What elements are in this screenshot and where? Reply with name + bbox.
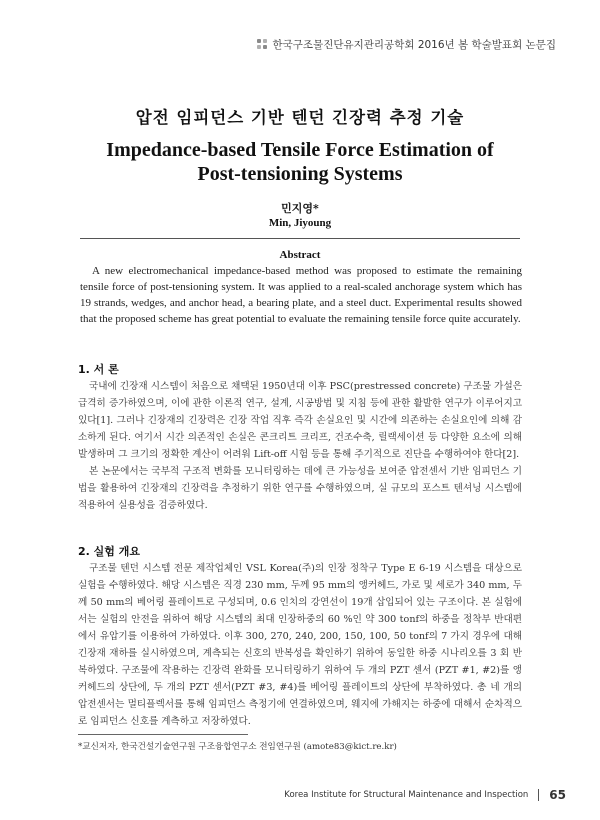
section-body-intro <box>78 378 522 514</box>
section-body-experiment <box>78 560 522 730</box>
footer-separator <box>538 789 539 801</box>
footnote-divider <box>78 734 248 735</box>
title-english <box>0 138 600 186</box>
intro-paragraph-1: 국내에 긴장재 시스템이 처음으로 채택된 1950년대 이후 PSC(prestressed concrete) 구조물 가설은 급격히 증가하였으며, 이에 관한 이론적 연구, 설계, 시공방법 및 지침 등에 관한 활발한 연구가 이루어지고 있다[1]. 그러나 긴장재의 긴장력은 긴장 작업 직후 즉각 손실요인 및 시간에 의존하는 손실요인에 의해 감소하게 된다. 여기서 시간 의존적인 손실은 콘크리트 크리프, 건조수축, 릴랙세이션 등 다양한 요소에 의해 발생하며 그 크기의 정확한 계산이 어려워 Lift-off 시험 등을 통해 주기적으로 진단을 수행하여야 한다[2]. <box>78 381 522 460</box>
section-heading-intro: 1. 서 론 <box>78 363 119 376</box>
abstract-text: A new electromechanical impedance-based method was proposed to estimate the remaining tensile force of post-tensioning system. It was applied to a real-scaled anchorage system which has 19 strands, wedges, and anchor head, a bearing plate, and a steel duct. Experimental results showed that the proposed scheme has great potential to evaluate the remaining tensile force quite accurately. <box>80 265 522 325</box>
journal-header <box>257 37 556 52</box>
journal-name: 한국구조물진단유지관리공학회 2016년 봄 학술발표회 논문집 <box>272 39 556 51</box>
title-divider <box>80 238 520 239</box>
title-korean: 압전 임피던스 기반 텐던 긴장력 추정 기술 <box>135 108 465 127</box>
journal-logo-icon <box>257 39 268 50</box>
author-english: Min, Jiyoung <box>268 217 332 229</box>
experiment-paragraph-1: 구조물 텐던 시스템 전문 제작업체인 VSL Korea(주)의 인장 정착구 Type E 6-19 시스템을 대상으로 실험을 수행하였다. 해당 시스템은 직경 230 mm, 두께 95 mm의 앵커헤드, 가로 및 세로가 340 mm, 두께 50 mm의 베어링 플레이트로 구성되며, 0.6 인치의 강연선이 19개 삽입되어 있는 구조이다. 본 실험에서는 실험의 안전을 위하여 해당 시스템의 최대 인장하중의 60 %인 약 300 tonf의 하중을 정착부 반대편에서 유압기를 이용하여 가하였다. 이후 300, 270, 240, 200, 150, 100, 50 tonf의 7 가지 경우에 대해 긴장재 재하를 실시하였으며, 계측되는 신호의 반복성을 확인하기 위하여 동일한 하중 시나리오를 3 회 반복하였다. 구조물에 작용하는 긴장력 완화를 모니터링하기 위하여 두 개의 PZT 센서 (PZT #1, #2)를 앵커헤드의 상단에, 두 개의 PZT 센서(PZT #3, #4)를 베어링 플레이트의 상단에 부착하였다. 총 네 개의 압전센서는 멀티플렉서를 통해 임피던스 측정기에 연결하였으며, 웨지에 가해지는 하중에 대해서 순차적으로 임피던스 신호를 계측하고 저장하였다. <box>78 563 522 727</box>
footer-institution: Korea Institute for Structural Maintenance and Inspection <box>284 790 529 800</box>
title-english-line1: Impedance-based Tensile Force Estimation of <box>106 139 494 161</box>
page-footer <box>284 788 566 802</box>
intro-paragraph-2: 본 논문에서는 국부적 구조적 변화를 모니터링하는 데에 큰 가능성을 보여준 압전센서 기반 임피던스 기법을 활용하여 긴장재의 긴장력을 추정하기 위한 연구를 수행하였으며, 실 규모의 포스트 텐셔닝 시스템에 적용하여 실용성을 검증하였다. <box>78 466 522 511</box>
title-english-line2: Post-tensioning Systems <box>197 163 403 185</box>
page-number: 65 <box>549 788 566 802</box>
section-heading-experiment: 2. 실험 개요 <box>78 545 140 558</box>
author-korean: 민지영* <box>281 202 319 215</box>
abstract-heading: Abstract <box>279 249 321 261</box>
footnote: *교신저자, 한국건설기술연구원 구조융합연구소 전임연구원 (amote83@kict.re.kr) <box>78 742 397 752</box>
